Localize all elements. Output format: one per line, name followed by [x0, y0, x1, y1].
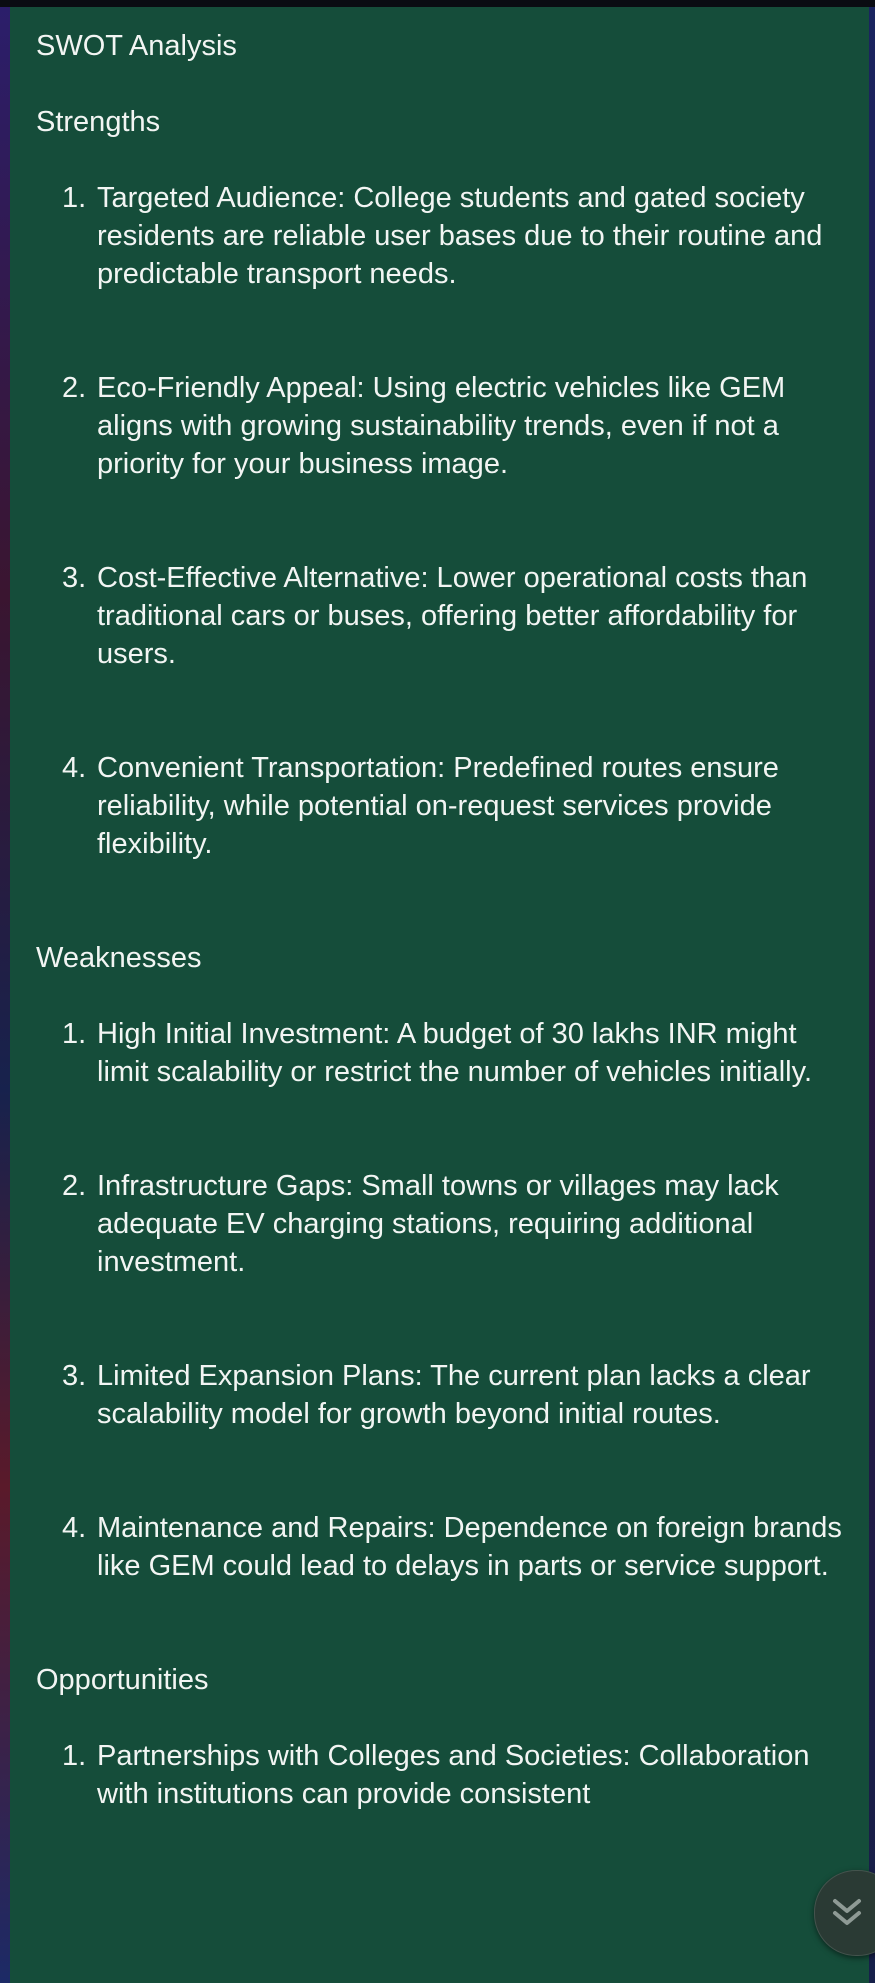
list-number: 4.	[62, 752, 87, 784]
list-item	[36, 1737, 851, 1813]
list-item	[36, 1509, 851, 1585]
list-number: 3.	[62, 562, 87, 594]
section-heading-opportunities: Opportunities	[36, 1664, 209, 1696]
list-item	[36, 1167, 851, 1281]
section-heading-weaknesses: Weaknesses	[36, 942, 202, 974]
list-item-text: Partnerships with Colleges and Societies: Collaboration with institutions can provide consistent	[97, 1740, 810, 1810]
list-item-text: Maintenance and Repairs: Dependence on foreign brands like GEM could lead to delays in parts or service support.	[97, 1512, 842, 1582]
list-item	[36, 1357, 851, 1433]
list-number: 2.	[62, 1170, 87, 1202]
double-chevron-down-icon	[830, 1896, 864, 1930]
section-opportunities	[36, 1661, 851, 1813]
list-number: 1.	[62, 182, 87, 214]
opportunities-list	[36, 1737, 851, 1813]
list-item-text: Convenient Transportation: Predefined routes ensure reliability, while potential on-request services provide flexibility.	[97, 752, 779, 860]
document-title: SWOT Analysis	[36, 30, 237, 62]
list-item-text: Cost-Effective Alternative: Lower operational costs than traditional cars or buses, offering better affordability for users.	[97, 562, 808, 670]
list-item-text: Eco-Friendly Appeal: Using electric vehicles like GEM aligns with growing sustainability trends, even if not a priority for your business image.	[97, 372, 786, 480]
section-heading-strengths: Strengths	[36, 106, 161, 138]
wallpaper-edge-right	[869, 0, 875, 1983]
list-number: 1.	[62, 1740, 87, 1772]
chat-message-bubble	[10, 7, 869, 1983]
message-content	[10, 7, 869, 1813]
list-item	[36, 179, 851, 293]
list-item	[36, 559, 851, 673]
wallpaper-edge-left	[0, 0, 10, 1983]
list-number: 4.	[62, 1512, 87, 1544]
list-number: 2.	[62, 372, 87, 404]
list-item-text: Targeted Audience: College students and gated society residents are reliable user bases due to their routine and predictable transport needs.	[97, 182, 823, 290]
top-edge-bar	[0, 0, 875, 7]
section-weaknesses	[36, 939, 851, 1585]
weaknesses-list	[36, 1015, 851, 1585]
list-item-text: High Initial Investment: A budget of 30 lakhs INR might limit scalability or restrict the number of vehicles initially.	[97, 1018, 813, 1088]
list-item	[36, 749, 851, 863]
list-number: 3.	[62, 1360, 87, 1392]
list-item-text: Infrastructure Gaps: Small towns or villages may lack adequate EV charging stations, requiring additional investment.	[97, 1170, 779, 1278]
list-number: 1.	[62, 1018, 87, 1050]
strengths-list	[36, 179, 851, 863]
list-item	[36, 1015, 851, 1091]
list-item-text: Limited Expansion Plans: The current plan lacks a clear scalability model for growth beyond initial routes.	[97, 1360, 811, 1430]
list-item	[36, 369, 851, 483]
section-strengths	[36, 103, 851, 863]
